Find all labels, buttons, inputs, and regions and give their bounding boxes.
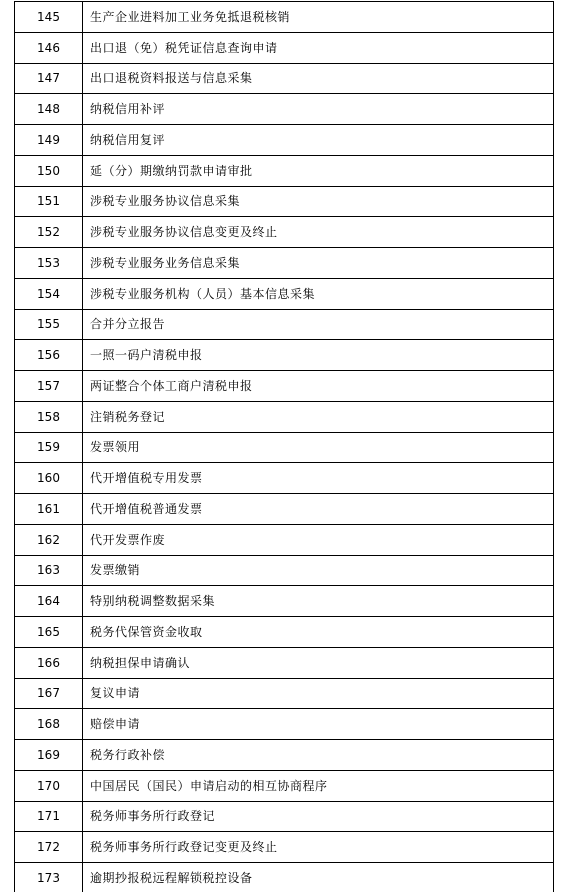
service-name-cell: 发票缴销 (83, 555, 554, 586)
service-name-cell: 涉税专业服务机构（人员）基本信息采集 (83, 278, 554, 309)
table-row (15, 832, 554, 863)
row-number-cell: 157 (15, 371, 83, 402)
table-row (15, 709, 554, 740)
service-name-cell: 税务师事务所行政登记 (83, 801, 554, 832)
table-row (15, 248, 554, 279)
row-number-cell: 164 (15, 586, 83, 617)
table-row (15, 617, 554, 648)
service-name-cell: 赔偿申请 (83, 709, 554, 740)
row-number-cell: 170 (15, 770, 83, 801)
service-name-cell: 一照一码户清税申报 (83, 340, 554, 371)
service-name-cell: 纳税担保申请确认 (83, 647, 554, 678)
service-name-cell: 税务代保管资金收取 (83, 617, 554, 648)
row-number-cell: 148 (15, 94, 83, 125)
service-name-cell: 延（分）期缴纳罚款申请审批 (83, 155, 554, 186)
service-name-cell: 中国居民（国民）申请启动的相互协商程序 (83, 770, 554, 801)
row-number-cell: 152 (15, 217, 83, 248)
row-number-cell: 150 (15, 155, 83, 186)
table-row (15, 186, 554, 217)
table-row (15, 524, 554, 555)
service-name-cell: 代开增值税普通发票 (83, 494, 554, 525)
service-name-cell: 发票领用 (83, 432, 554, 463)
row-number-cell: 165 (15, 617, 83, 648)
service-name-cell: 特别纳税调整数据采集 (83, 586, 554, 617)
service-name-cell: 生产企业进料加工业务免抵退税核销 (83, 2, 554, 33)
row-number-cell: 173 (15, 863, 83, 894)
service-name-cell: 合并分立报告 (83, 309, 554, 340)
table-row (15, 432, 554, 463)
service-name-cell: 注销税务登记 (83, 401, 554, 432)
row-number-cell: 145 (15, 2, 83, 33)
table-row (15, 463, 554, 494)
table-row (15, 863, 554, 894)
table-row (15, 401, 554, 432)
service-name-cell: 纳税信用复评 (83, 125, 554, 156)
service-name-cell: 代开发票作废 (83, 524, 554, 555)
row-number-cell: 163 (15, 555, 83, 586)
row-number-cell: 159 (15, 432, 83, 463)
table-row (15, 155, 554, 186)
row-number-cell: 146 (15, 32, 83, 63)
service-name-cell: 税务师事务所行政登记变更及终止 (83, 832, 554, 863)
service-name-cell: 代开增值税专用发票 (83, 463, 554, 494)
row-number-cell: 149 (15, 125, 83, 156)
row-number-cell: 172 (15, 832, 83, 863)
row-number-cell: 147 (15, 63, 83, 94)
table-row (15, 32, 554, 63)
table-row (15, 94, 554, 125)
service-name-cell: 出口退（免）税凭证信息查询申请 (83, 32, 554, 63)
row-number-cell: 151 (15, 186, 83, 217)
table-row (15, 494, 554, 525)
service-name-cell: 涉税专业服务业务信息采集 (83, 248, 554, 279)
table-row (15, 125, 554, 156)
row-number-cell: 161 (15, 494, 83, 525)
service-name-cell: 涉税专业服务协议信息采集 (83, 186, 554, 217)
table-row (15, 555, 554, 586)
table-row (15, 647, 554, 678)
service-name-cell: 涉税专业服务协议信息变更及终止 (83, 217, 554, 248)
row-number-cell: 156 (15, 340, 83, 371)
row-number-cell: 155 (15, 309, 83, 340)
table-row (15, 586, 554, 617)
table-row (15, 309, 554, 340)
table-row (15, 801, 554, 832)
service-name-cell: 两证整合个体工商户清税申报 (83, 371, 554, 402)
table-row (15, 340, 554, 371)
table-row (15, 217, 554, 248)
row-number-cell: 160 (15, 463, 83, 494)
service-name-cell: 税务行政补偿 (83, 740, 554, 771)
table-row (15, 63, 554, 94)
table-row (15, 678, 554, 709)
table-row (15, 278, 554, 309)
table-row (15, 2, 554, 33)
tax-service-table (14, 1, 554, 894)
row-number-cell: 153 (15, 248, 83, 279)
row-number-cell: 158 (15, 401, 83, 432)
row-number-cell: 166 (15, 647, 83, 678)
row-number-cell: 167 (15, 678, 83, 709)
row-number-cell: 168 (15, 709, 83, 740)
table-row (15, 770, 554, 801)
service-name-cell: 逾期抄报税远程解锁税控设备 (83, 863, 554, 894)
table-row (15, 371, 554, 402)
table-body (15, 2, 554, 894)
row-number-cell: 154 (15, 278, 83, 309)
service-name-cell: 出口退税资料报送与信息采集 (83, 63, 554, 94)
row-number-cell: 171 (15, 801, 83, 832)
service-name-cell: 纳税信用补评 (83, 94, 554, 125)
row-number-cell: 162 (15, 524, 83, 555)
row-number-cell: 169 (15, 740, 83, 771)
service-name-cell: 复议申请 (83, 678, 554, 709)
table-row (15, 740, 554, 771)
